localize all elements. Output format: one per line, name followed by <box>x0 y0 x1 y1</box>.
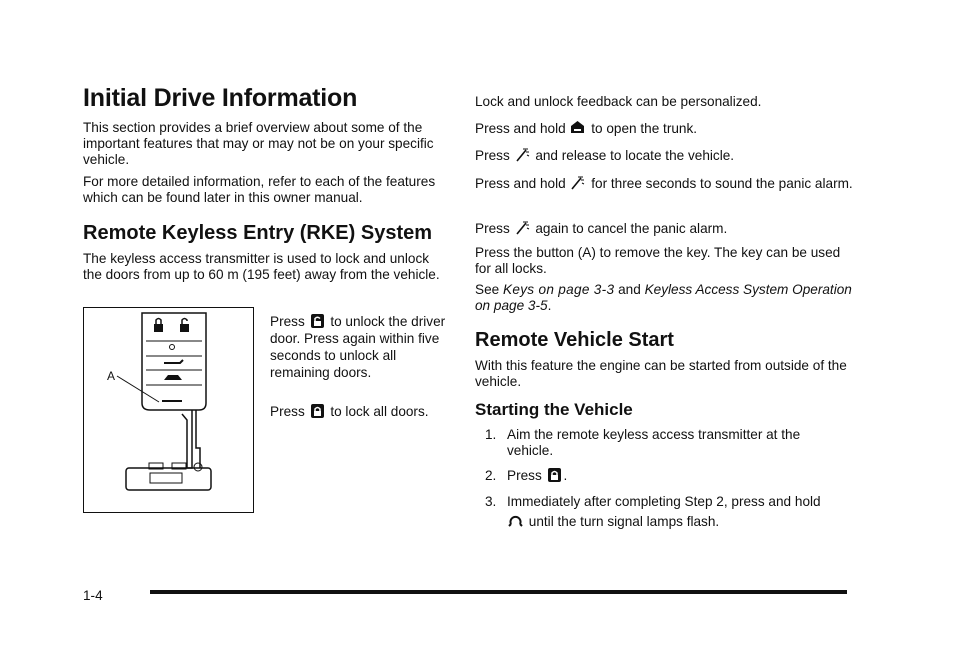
step-1: 1. Aim the remote keyless access transmitter at the vehicle. <box>485 427 801 458</box>
panic-icon <box>515 220 530 236</box>
keyless-access-link[interactable]: Keyless Access System Operation on page 3-5 <box>475 282 852 313</box>
lock-icon <box>310 403 325 419</box>
figure-label-a: A <box>107 369 116 383</box>
locate-paragraph: Press and release to locate the vehicle. <box>475 148 735 163</box>
page-title: Initial Drive Information <box>83 84 358 112</box>
intro-paragraph-1: This section provides a brief overview about some of the important features that may or may not be on your specific vehicle. <box>83 120 434 167</box>
unlock-icon <box>310 313 325 329</box>
lock-paragraph: Press to lock all doors. <box>270 404 429 419</box>
remove-key-paragraph: Press the button (A) to remove the key. The key can be used for all locks. <box>475 245 841 276</box>
see-also-paragraph: See Keys on page 3-3 and Keyless Access System Operation on page 3-5. <box>475 282 852 313</box>
starting-vehicle-heading: Starting the Vehicle <box>475 400 633 419</box>
remote-start-paragraph: With this feature the engine can be started from outside of the vehicle. <box>475 358 847 389</box>
key-fob-illustration <box>84 308 252 511</box>
trunk-icon <box>570 120 585 136</box>
remote-start-icon <box>508 513 523 529</box>
panic-paragraph: Press and hold for three seconds to sound the panic alarm. <box>475 176 853 191</box>
cancel-panic-paragraph: Press again to cancel the panic alarm. <box>475 221 728 236</box>
step-3: 3. Immediately after completing Step 2, press and hold until the turn signal lamps flash. <box>485 494 821 529</box>
footer-rule <box>150 590 847 594</box>
key-fob-figure <box>83 307 254 513</box>
remote-start-heading: Remote Vehicle Start <box>475 329 674 351</box>
intro-paragraph-2: For more detailed information, refer to each of the features which can be found later in this owner manual. <box>83 174 436 205</box>
keys-page-link[interactable]: Keys on page 3-3 <box>502 282 615 297</box>
lock-icon <box>547 467 562 483</box>
rke-heading: Remote Keyless Entry (RKE) System <box>83 222 433 244</box>
rke-paragraph: The keyless access transmitter is used to lock and unlock the doors from up to 60 m (195 feet) away from the vehicle. <box>83 251 440 282</box>
panic-icon <box>570 175 585 191</box>
panic-icon <box>515 147 530 163</box>
unlock-paragraph: Press to unlock the driver door. Press again within five seconds to unlock all remaining doors. <box>270 314 446 380</box>
page-number: 1-4 <box>83 588 103 603</box>
trunk-paragraph: Press and hold to open the trunk. <box>475 121 698 136</box>
feedback-paragraph: Lock and unlock feedback can be personalized. <box>475 94 762 109</box>
step-2: 2. Press . <box>485 468 568 483</box>
